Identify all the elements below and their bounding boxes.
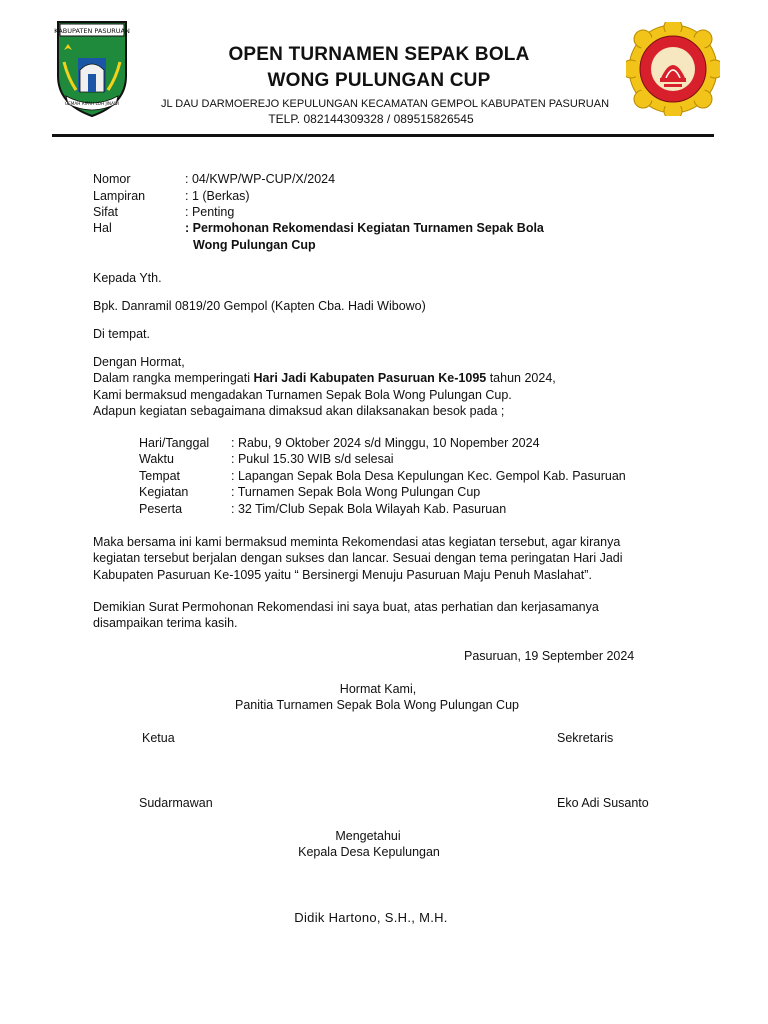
village-head-name: Didik Hartono, S.H., M.H. xyxy=(294,910,448,925)
sekretaris-name: Eko Adi Susanto xyxy=(557,796,649,810)
event-label: Waktu xyxy=(139,452,174,466)
letterhead-address: JL DAU DARMOEREJO KEPULUNGAN KECAMATAN GEMPOL KABUPATEN PASURUAN xyxy=(160,98,610,110)
hal-value: : Permohonan Rekomendasi Kegiatan Turnamen Sepak Bola xyxy=(185,221,544,235)
hormat-kami: Hormat Kami, xyxy=(339,682,417,696)
body-p1-bold: Hari Jadi Kabupaten Pasuruan Ke-1095 xyxy=(253,371,487,385)
sifat-label: Sifat xyxy=(93,205,119,219)
greeting: Dengan Hormat, xyxy=(93,355,185,369)
ketua-name: Sudarmawan xyxy=(139,796,213,810)
village-head-title: Kepala Desa Kepulungan xyxy=(298,845,440,859)
request-paragraph-line1: Maka bersama ini kami bermaksud meminta Rekomendasi atas kegiatan tersebut, agar kiranya xyxy=(93,535,621,549)
closing-paragraph-line1: Demikian Surat Permohonan Rekomendasi ini saya buat, atas perhatian dan kerjasamanya xyxy=(93,600,599,614)
event-value: : Turnamen Sepak Bola Wong Pulungan Cup xyxy=(231,485,481,499)
letterhead-title-line2: WONG PULUNGAN CUP xyxy=(267,70,491,91)
recipient-name: Bpk. Danramil 0819/20 Gempol (Kapten Cba. Hadi Wibowo) xyxy=(93,299,426,313)
event-label: Tempat xyxy=(139,469,180,483)
event-label: Peserta xyxy=(139,502,183,516)
recipient-place: Di tempat. xyxy=(93,327,150,341)
lampiran-label: Lampiran xyxy=(93,189,146,203)
mengetahui: Mengetahui xyxy=(335,829,401,843)
body-p1-text: Dalam rangka memperingati xyxy=(93,371,254,385)
body-paragraph-3: Adapun kegiatan sebagaimana dimaksud akan dilaksanakan besok pada ; xyxy=(93,404,505,418)
kepada-yth: Kepada Yth. xyxy=(93,271,162,285)
request-paragraph-line3: Kabupaten Pasuruan Ke-1095 yaitu “ Bersinergi Menuju Pasuruan Maju Penuh Maslahat”. xyxy=(93,568,592,582)
logo-ribbon-text: GEMAH RIPAH LOH JINAWI xyxy=(64,101,120,106)
body-p1-tail: tahun 2024, xyxy=(486,371,556,385)
event-label: Hari/Tanggal xyxy=(139,436,210,450)
committee-name: Panitia Turnamen Sepak Bola Wong Pulungan Cup xyxy=(235,698,519,712)
body-paragraph-1 xyxy=(93,370,556,386)
nomor-label: Nomor xyxy=(93,172,131,186)
logo-banner-text: KABUPATEN PASURUAN xyxy=(54,27,130,35)
request-paragraph-line2: kegiatan tersebut berjalan dengan sukses dan lancar. Sesuai dengan tema peringatan Hari Jadi xyxy=(93,551,623,565)
hal-label: Hal xyxy=(93,221,112,235)
nomor-value: : 04/KWP/WP-CUP/X/2024 xyxy=(185,172,336,186)
event-label: Kegiatan xyxy=(139,485,189,499)
sifat-value: : Penting xyxy=(185,205,235,219)
event-value: : 32 Tim/Club Sepak Bola Wilayah Kab. Pasuruan xyxy=(231,502,507,516)
sekretaris-title: Sekretaris xyxy=(557,731,614,745)
letter-date: Pasuruan, 19 September 2024 xyxy=(464,649,635,663)
letterhead-phone: TELP. 082144309328 / 089515826545 xyxy=(268,112,474,126)
event-value: : Pukul 15.30 WIB s/d selesai xyxy=(231,452,394,466)
event-value: : Rabu, 9 Oktober 2024 s/d Minggu, 10 Nopember 2024 xyxy=(231,436,540,450)
event-value: : Lapangan Sepak Bola Desa Kepulungan Kec. Gempol Kab. Pasuruan xyxy=(231,469,626,483)
hal-value-continued: Wong Pulungan Cup xyxy=(193,238,316,252)
ketua-title: Ketua xyxy=(142,731,175,745)
lampiran-value: : 1 (Berkas) xyxy=(185,189,250,203)
letterhead-divider xyxy=(52,134,714,137)
closing-paragraph-line2: disampaikan terima kasih. xyxy=(93,616,238,630)
letterhead-title-line1: OPEN TURNAMEN SEPAK BOLA xyxy=(228,44,530,65)
body-paragraph-2: Kami bermaksud mengadakan Turnamen Sepak Bola Wong Pulungan Cup. xyxy=(93,388,512,402)
